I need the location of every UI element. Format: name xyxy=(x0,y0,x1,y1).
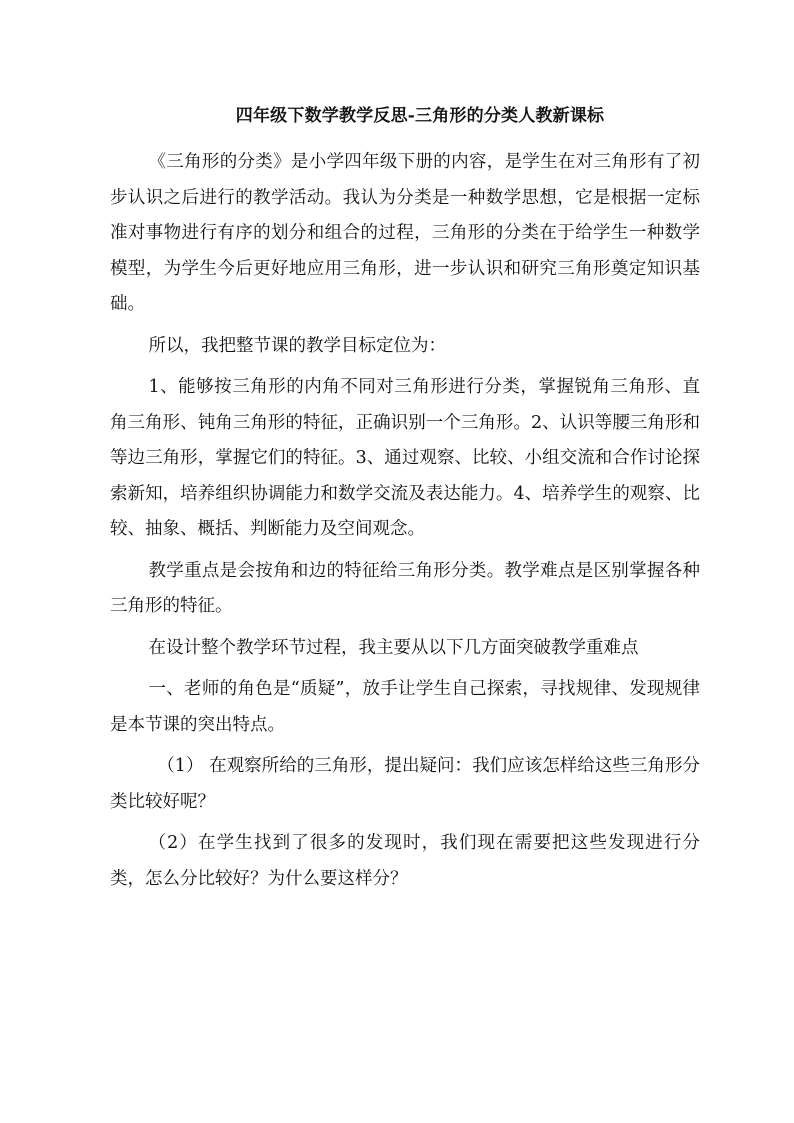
paragraph-teacher-role: 一、老师的角色是“质疑”，放手让学生自己探索，寻找规律、发现规律是本节课的突出特点。 xyxy=(110,679,700,735)
paragraph-key-points: 教学重点是会按角和边的特征给三角形分类。教学难点是区别掌握各种三角形的特征。 xyxy=(110,560,700,616)
paragraph-approach: 在设计整个教学环节过程，我主要从以下几方面突破教学重难点 xyxy=(148,637,639,658)
paragraph-objectives-list: 1、能够按三角形的内角不同对三角形进行分类，掌握锐角三角形、直角三角形、钝角三角形的特征，正确识别一个三角形。2、认识等腰三角形和等边三角形，掌握它们的特征。3、通过观察、比较、小组交流和合作讨论探索新知，培养组织协调能力和数学交流及表达能力。4、培养学生的观察、比较、抽象、概括、判断能力及空间观念。 xyxy=(110,377,700,539)
paragraph-step-2: （2）在学生找到了很多的发现时，我们现在需要把这些发现进行分类，怎么分比较好？为什么要这样分？ xyxy=(110,833,700,889)
document-body xyxy=(110,145,700,903)
paragraph-objectives-lead: 所以，我把整节课的教学目标定位为： xyxy=(148,335,446,356)
document-title: 四年级下数学教学反思-三角形的分类人教新课标 xyxy=(235,106,605,126)
paragraph-step-1: （1） 在观察所给的三角形，提出疑问：我们应该怎样给这些三角形分类比较好呢？ xyxy=(110,756,700,812)
paragraph-intro: 《三角形的分类》是小学四年级下册的内容，是学生在对三角形有了初步认识之后进行的教学活动。我认为分类是一种数学思想，它是根据一定标准对事物进行有序的划分和组合的过程，三角形的分类在于给学生一种数学模型，为学生今后更好地应用三角形，进一步认识和研究三角形奠定知识基础。 xyxy=(110,152,700,314)
